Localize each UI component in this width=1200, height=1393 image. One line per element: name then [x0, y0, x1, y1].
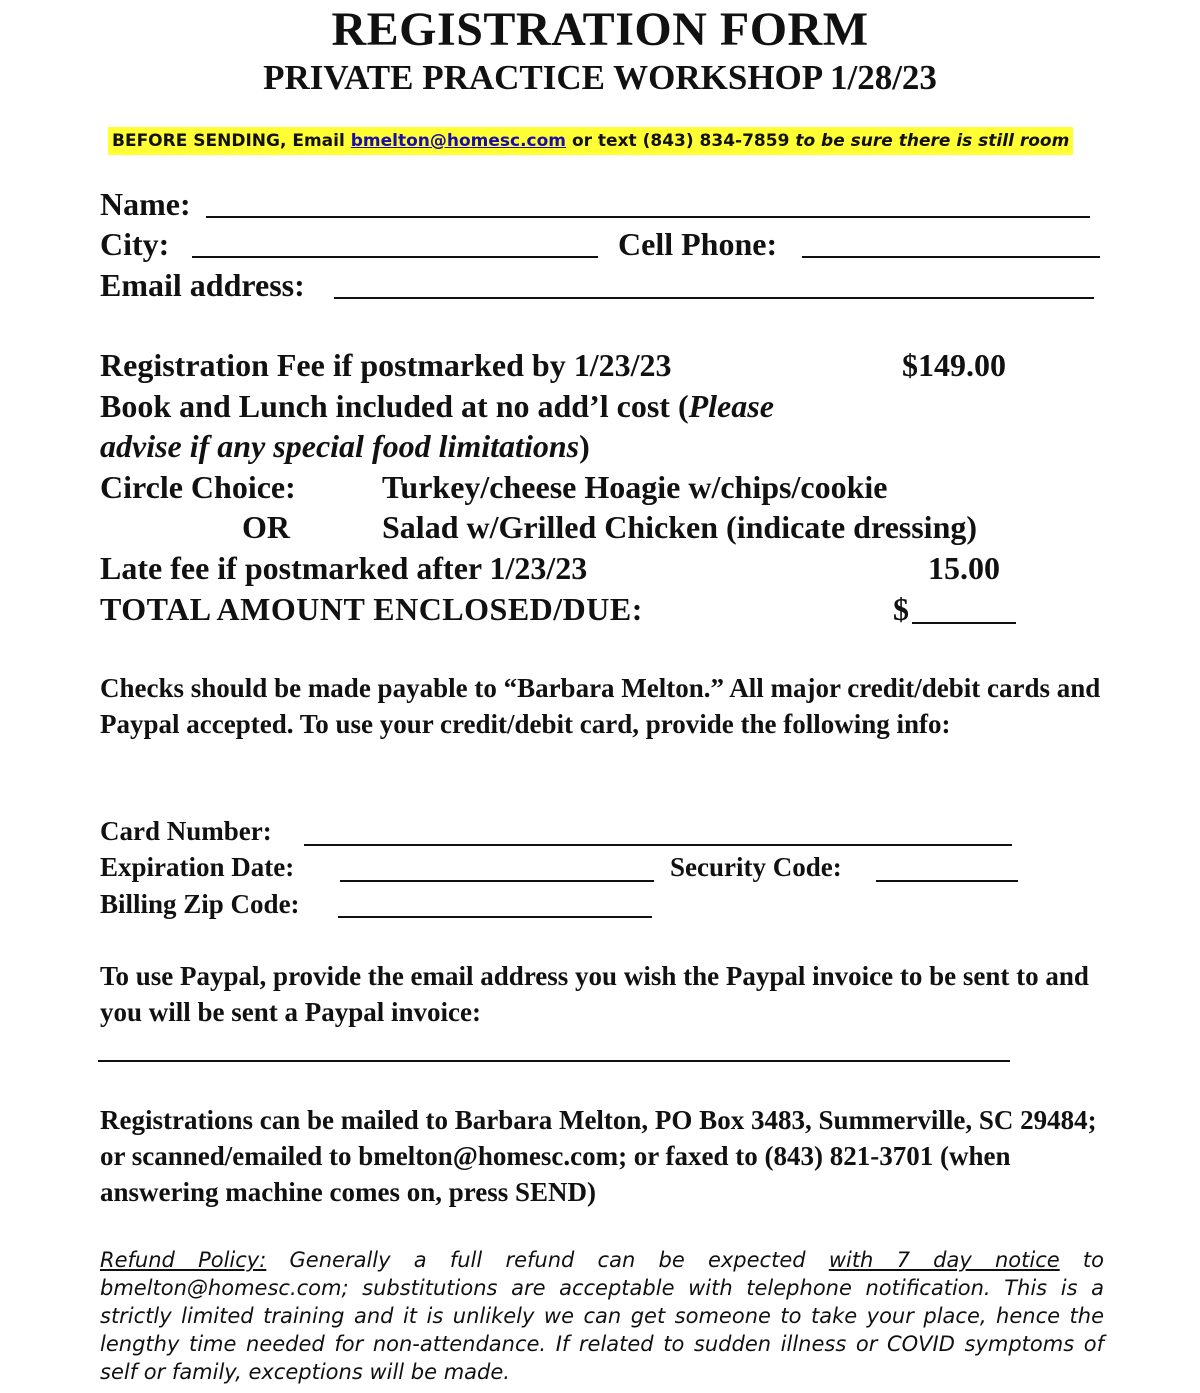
email-field[interactable]	[334, 297, 1094, 299]
checks-paragraph: Checks should be made payable to “Barbara Melton.” All major credit/debit cards and Paypal accepted. To use your credit/debit card, provide the following info:	[100, 673, 1101, 739]
notice-middle: or text (843) 834-7859	[566, 131, 796, 151]
or-label: OR	[242, 509, 290, 545]
billing-zip-label: Billing Zip Code:	[100, 889, 300, 919]
total-amount-field[interactable]	[912, 622, 1016, 624]
notice-prefix: BEFORE SENDING, Email	[112, 131, 351, 151]
refund-notice-period: with 7 day notice	[828, 1248, 1060, 1272]
city-field[interactable]	[192, 256, 598, 258]
billing-zip-field[interactable]	[338, 916, 652, 918]
refund-policy	[100, 1246, 1104, 1386]
email-label: Email address:	[100, 267, 305, 303]
security-code-field[interactable]	[876, 880, 1018, 882]
notice-email-link[interactable]: bmelton@homesc.com	[350, 131, 567, 151]
book-lunch-line-2	[100, 428, 590, 465]
book-lunch-text: Book and Lunch included at no add’l cost (	[100, 388, 689, 424]
page-title: REGISTRATION FORM	[331, 3, 869, 56]
card-number-label: Card Number:	[100, 816, 272, 846]
food-limitations-text: advise if any special food limitations	[100, 428, 580, 464]
circle-choice-label: Circle Choice:	[100, 469, 296, 505]
book-lunch-italic: Please	[688, 388, 774, 424]
highlight-notice	[108, 127, 1073, 155]
food-choice-turkey[interactable]: Turkey/cheese Hoagie w/chips/cookie	[382, 469, 888, 505]
refund-policy-heading: Refund Policy:	[100, 1248, 267, 1272]
refund-policy-text-1: Generally a full refund can be expected	[266, 1248, 829, 1272]
mailing-paragraph: Registrations can be mailed to Barbara Melton, PO Box 3483, Summerville, SC 29484; or scanned/emailed to bmelton@homesc.com; or faxed to (843) 821-3701 (when answering machine comes on, press SEND)	[100, 1105, 1097, 1207]
name-label: Name:	[100, 186, 191, 222]
name-field[interactable]	[206, 216, 1090, 218]
refund-policy-text-2: to bmelton@homesc.com; substitutions are acceptable with telephone notification. This is a strictly limited training and it is unlikely we can get someone to take your place, hence the lengthy time needed for non-attendance. If related to sudden illness or COVID symptoms of self or family, exceptions will be made.	[100, 1248, 1105, 1384]
late-fee-label: Late fee if postmarked after 1/23/23	[100, 550, 588, 586]
total-label: TOTAL AMOUNT ENCLOSED/DUE:	[100, 591, 643, 627]
book-lunch-close: )	[579, 428, 590, 464]
page-subtitle: PRIVATE PRACTICE WORKSHOP 1/28/23	[263, 58, 937, 97]
late-fee-amount: 15.00	[928, 550, 1000, 586]
city-label: City:	[100, 226, 170, 262]
registration-fee-amount: $149.00	[902, 347, 1006, 383]
security-code-label: Security Code:	[670, 852, 842, 882]
paypal-email-field[interactable]	[98, 1060, 1010, 1062]
cell-phone-field[interactable]	[802, 256, 1100, 258]
food-choice-salad[interactable]: Salad w/Grilled Chicken (indicate dressing)	[382, 509, 978, 545]
book-lunch-line-1	[100, 388, 774, 425]
notice-suffix: to be sure there is still room	[795, 131, 1070, 151]
paypal-paragraph: To use Paypal, provide the email address you wish the Paypal invoice to be sent to and you will be sent a Paypal invoice:	[100, 961, 1089, 1027]
expiration-label: Expiration Date:	[100, 852, 295, 882]
registration-fee-label: Registration Fee if postmarked by 1/23/23	[100, 347, 672, 383]
total-currency: $	[893, 591, 909, 627]
cell-phone-label: Cell Phone:	[618, 226, 778, 262]
expiration-field[interactable]	[340, 880, 654, 882]
card-number-field[interactable]	[304, 844, 1012, 846]
